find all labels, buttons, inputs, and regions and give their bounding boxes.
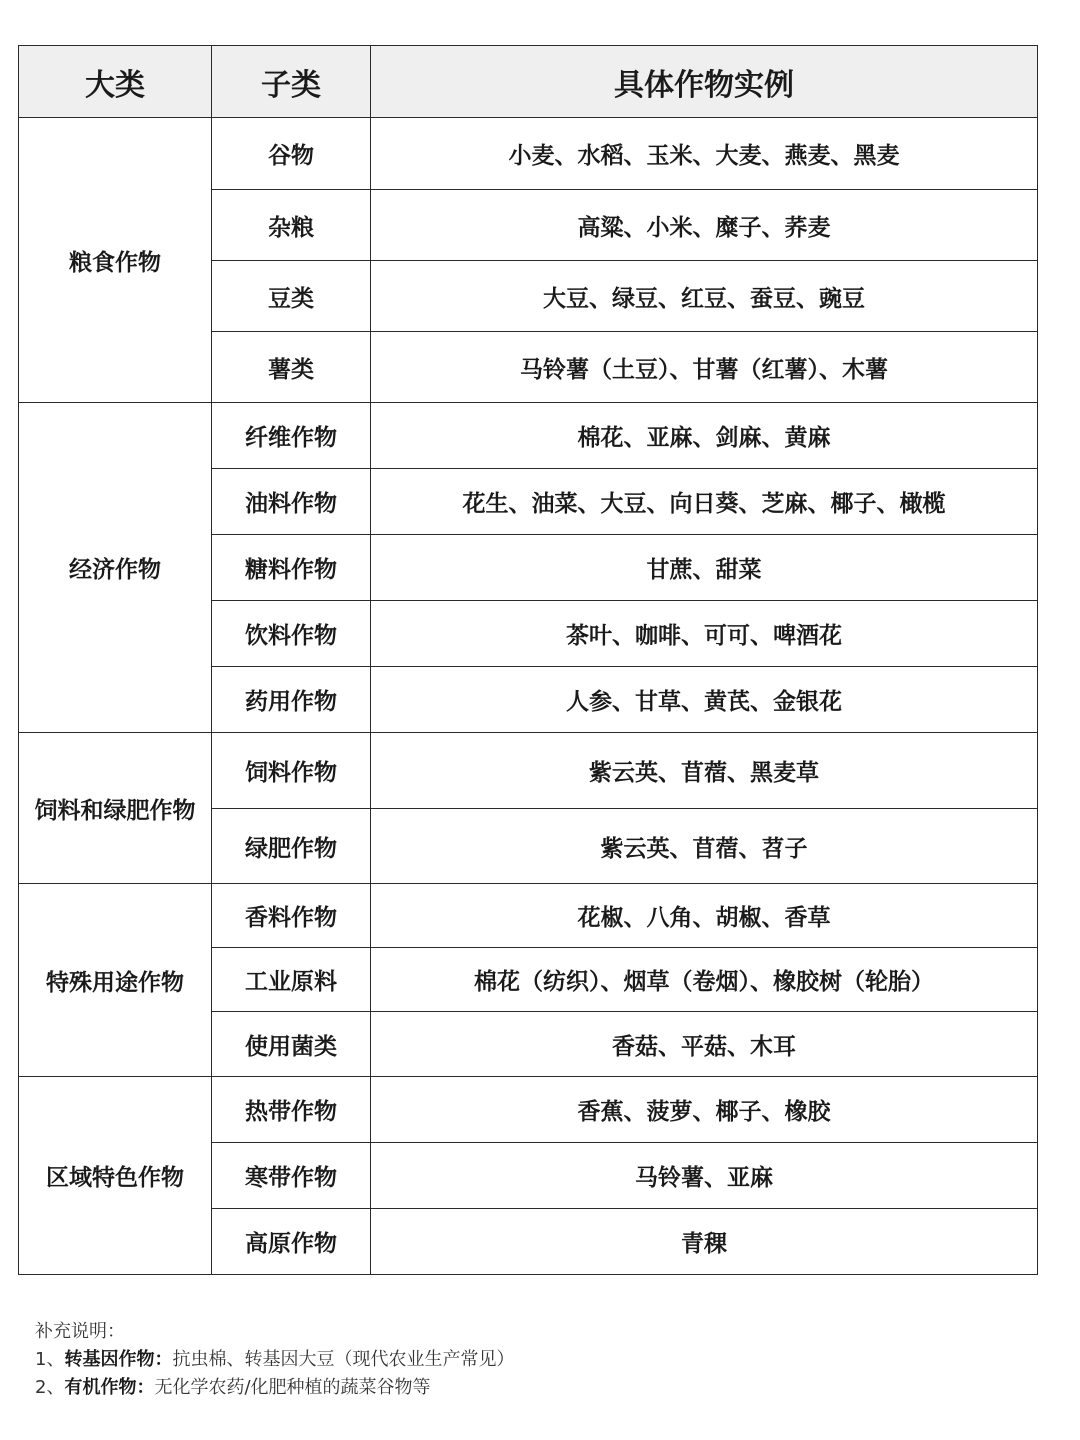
examples-cell: 花椒、八角、胡椒、香草 bbox=[371, 884, 1038, 948]
subcategory-cell: 杂粮 bbox=[212, 190, 371, 261]
category-cell: 经济作物 bbox=[19, 403, 212, 733]
examples-cell: 棉花（纺织）、烟草（卷烟）、橡胶树（轮胎） bbox=[371, 948, 1038, 1012]
examples-cell: 紫云英、苜蓿、苕子 bbox=[371, 809, 1038, 884]
subcategory-cell: 糖料作物 bbox=[212, 535, 371, 601]
crop-classification-table bbox=[18, 45, 1038, 1275]
subcategory-cell: 豆类 bbox=[212, 261, 371, 332]
examples-cell: 香蕉、菠萝、椰子、橡胶 bbox=[371, 1077, 1038, 1143]
subcategory-cell: 纤维作物 bbox=[212, 403, 371, 469]
examples-cell: 马铃薯（土豆）、甘薯（红薯）、木薯 bbox=[371, 332, 1038, 403]
notes-heading: 补充说明： bbox=[35, 1321, 125, 1342]
note-text: 抗虫棉、转基因大豆（现代农业生产常见） bbox=[172, 1349, 515, 1370]
table-row bbox=[19, 403, 1038, 469]
examples-cell: 高粱、小米、糜子、荞麦 bbox=[371, 190, 1038, 261]
subcategory-cell: 工业原料 bbox=[212, 948, 371, 1012]
subcategory-cell: 寒带作物 bbox=[212, 1143, 371, 1209]
note-item bbox=[35, 1346, 514, 1374]
supplementary-notes bbox=[35, 1318, 514, 1402]
subcategory-cell: 高原作物 bbox=[212, 1209, 371, 1275]
subcategory-cell: 饲料作物 bbox=[212, 733, 371, 809]
examples-cell: 人参、甘草、黄芪、金银花 bbox=[371, 667, 1038, 733]
table-row bbox=[19, 884, 1038, 948]
header-examples: 具体作物实例 bbox=[371, 46, 1038, 118]
examples-cell: 香菇、平菇、木耳 bbox=[371, 1012, 1038, 1077]
note-label: 有机作物： bbox=[64, 1377, 155, 1398]
subcategory-cell: 使用菌类 bbox=[212, 1012, 371, 1077]
note-prefix: 1、 bbox=[35, 1349, 65, 1370]
subcategory-cell: 香料作物 bbox=[212, 884, 371, 948]
table-row bbox=[19, 1077, 1038, 1143]
note-prefix: 2、 bbox=[35, 1377, 65, 1398]
header-subcategory: 子类 bbox=[212, 46, 371, 118]
subcategory-cell: 绿肥作物 bbox=[212, 809, 371, 884]
table-header-row bbox=[19, 46, 1038, 118]
subcategory-cell: 薯类 bbox=[212, 332, 371, 403]
category-cell: 区域特色作物 bbox=[19, 1077, 212, 1275]
subcategory-cell: 热带作物 bbox=[212, 1077, 371, 1143]
examples-cell: 茶叶、咖啡、可可、啤酒花 bbox=[371, 601, 1038, 667]
category-cell: 特殊用途作物 bbox=[19, 884, 212, 1077]
subcategory-cell: 药用作物 bbox=[212, 667, 371, 733]
table-row bbox=[19, 118, 1038, 190]
subcategory-cell: 饮料作物 bbox=[212, 601, 371, 667]
examples-cell: 大豆、绿豆、红豆、蚕豆、豌豆 bbox=[371, 261, 1038, 332]
examples-cell: 马铃薯、亚麻 bbox=[371, 1143, 1038, 1209]
examples-cell: 甘蔗、甜菜 bbox=[371, 535, 1038, 601]
subcategory-cell: 油料作物 bbox=[212, 469, 371, 535]
note-item bbox=[35, 1374, 514, 1402]
header-category: 大类 bbox=[19, 46, 212, 118]
examples-cell: 紫云英、苜蓿、黑麦草 bbox=[371, 733, 1038, 809]
examples-cell: 棉花、亚麻、剑麻、黄麻 bbox=[371, 403, 1038, 469]
examples-cell: 小麦、水稻、玉米、大麦、燕麦、黑麦 bbox=[371, 118, 1038, 190]
note-label: 转基因作物： bbox=[64, 1349, 173, 1370]
note-text: 无化学农药/化肥种植的蔬菜谷物等 bbox=[154, 1377, 431, 1398]
category-cell: 粮食作物 bbox=[19, 118, 212, 403]
table-row bbox=[19, 733, 1038, 809]
examples-cell: 花生、油菜、大豆、向日葵、芝麻、椰子、橄榄 bbox=[371, 469, 1038, 535]
category-cell: 饲料和绿肥作物 bbox=[19, 733, 212, 884]
subcategory-cell: 谷物 bbox=[212, 118, 371, 190]
examples-cell: 青稞 bbox=[371, 1209, 1038, 1275]
